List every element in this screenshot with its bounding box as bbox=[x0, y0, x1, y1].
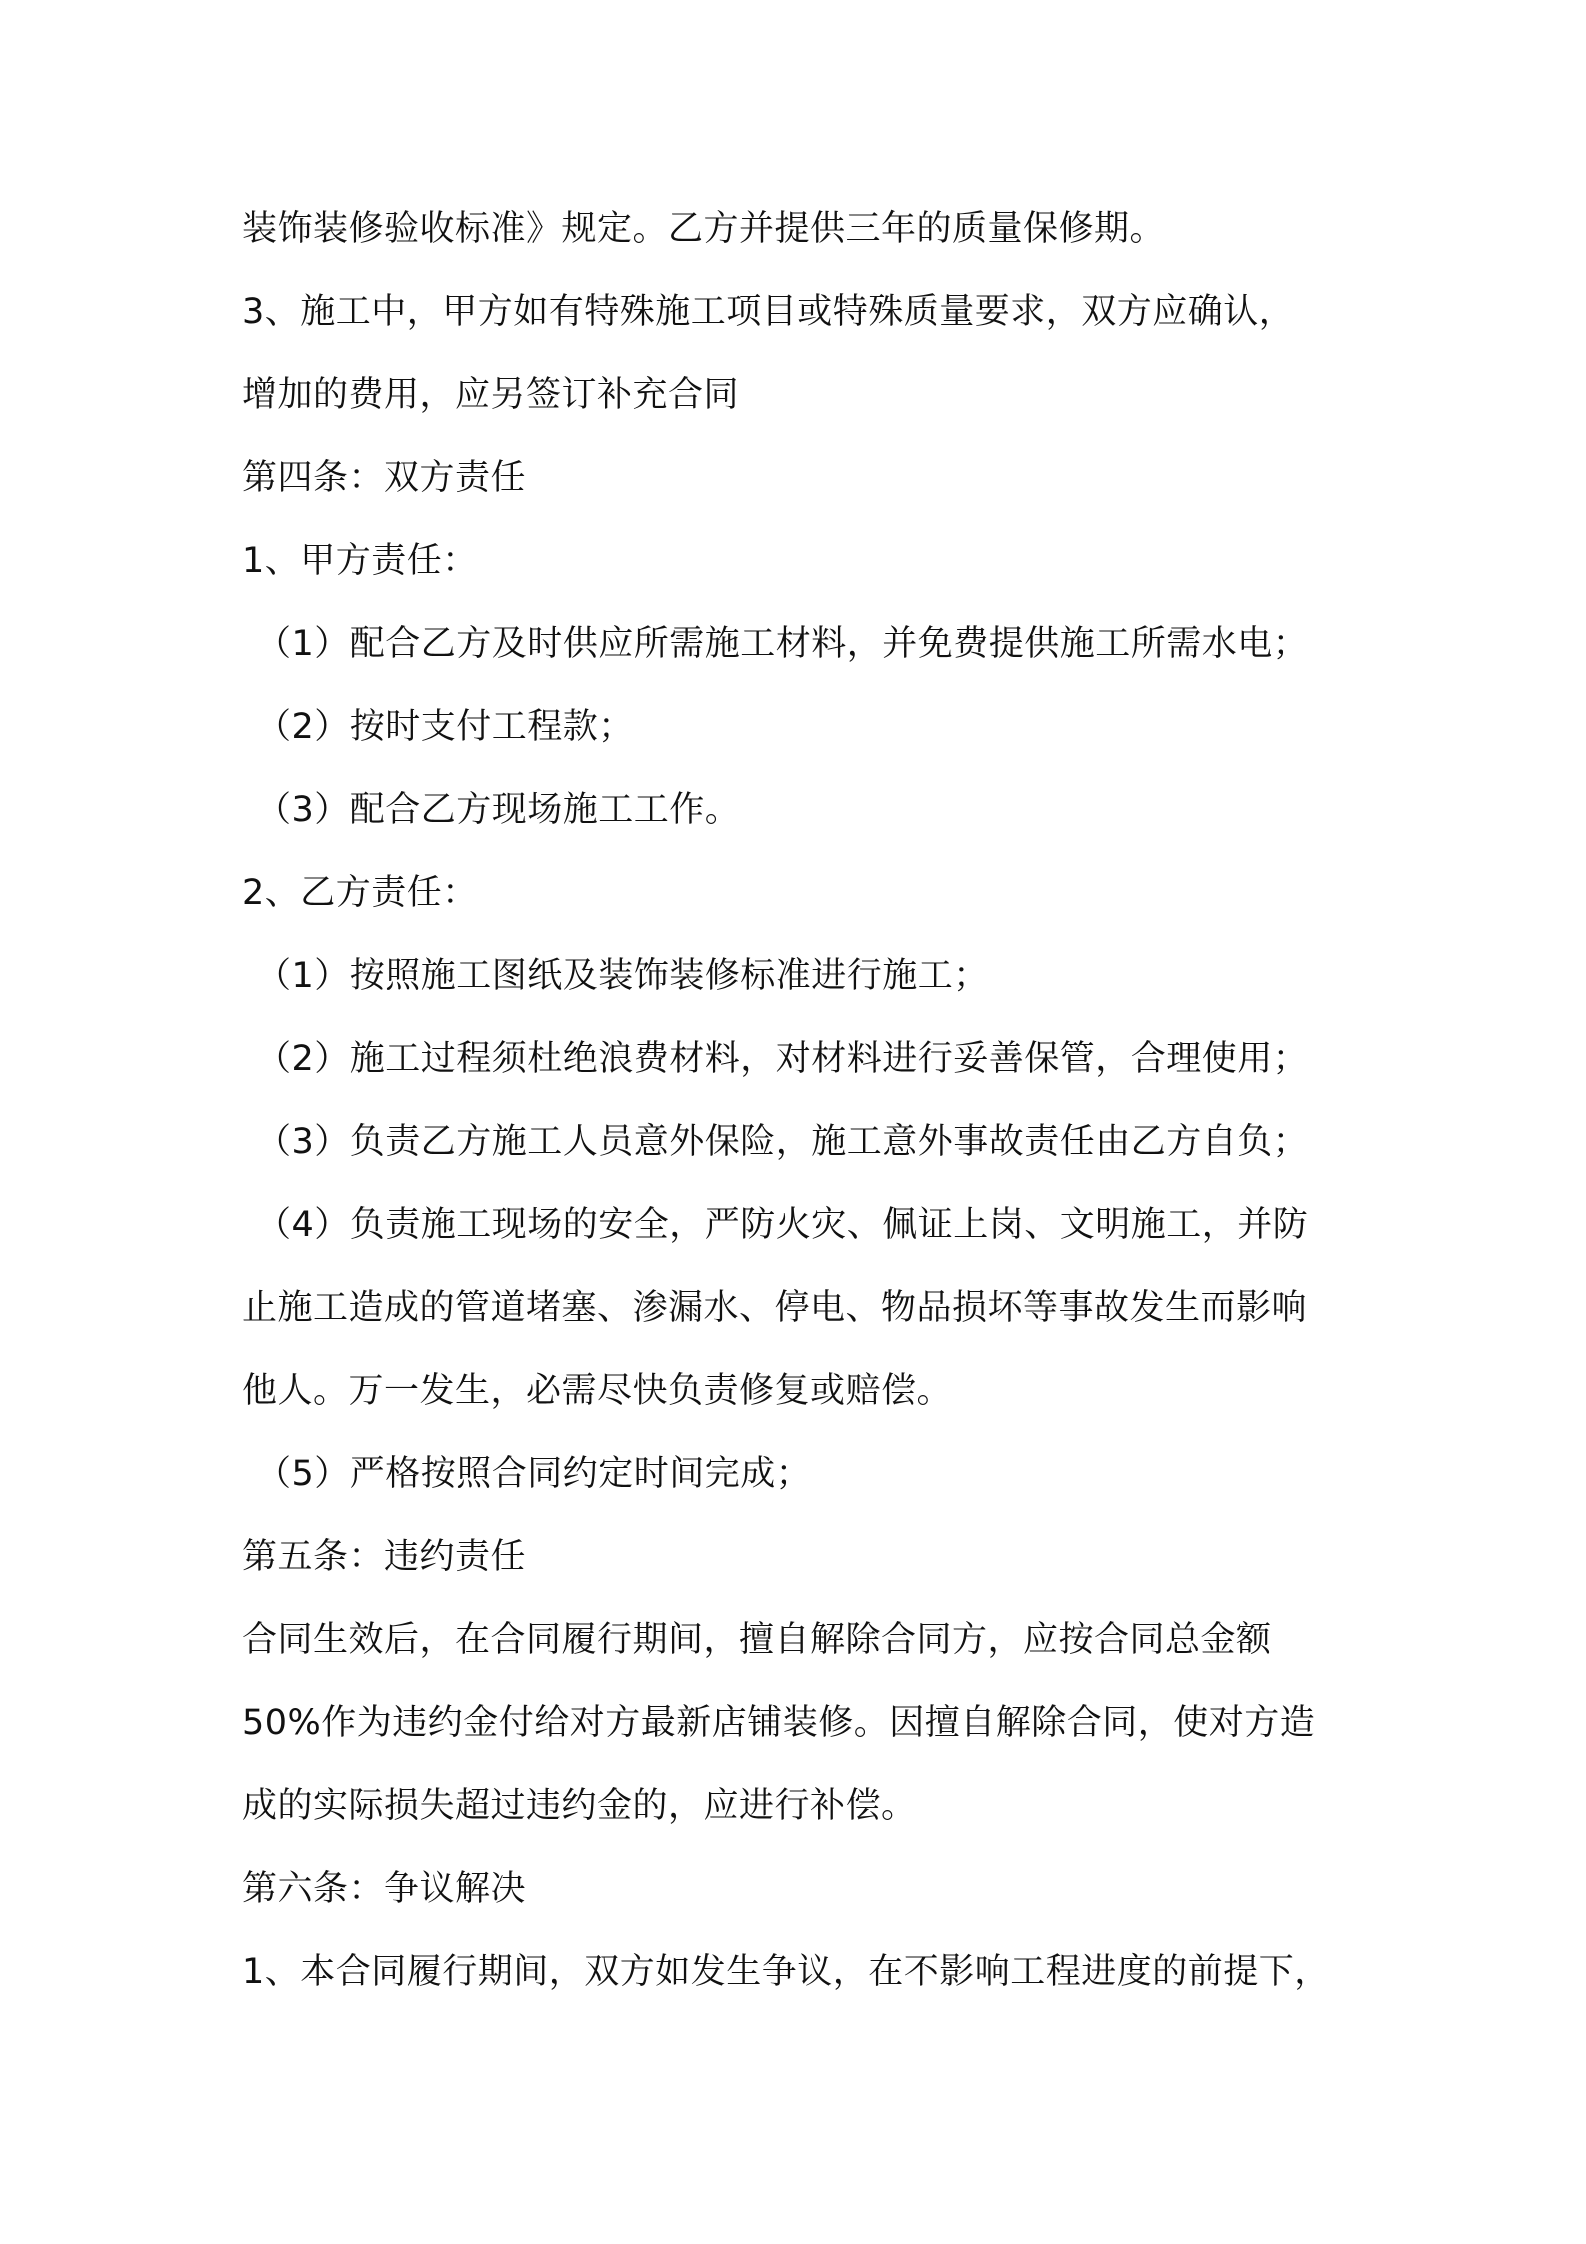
list-item: （2）按时支付工程款； bbox=[256, 707, 634, 747]
list-item: （4）负责施工现场的安全，严防火灾、佩证上岗、文明施工，并防 bbox=[256, 1205, 1309, 1245]
text-line: 3、施工中，甲方如有特殊施工项目或特殊质量要求，双方应确认， bbox=[242, 292, 1295, 332]
section-heading: 第六条：争议解决 bbox=[242, 1869, 527, 1909]
list-item: （1）按照施工图纸及装饰装修标准进行施工； bbox=[256, 956, 989, 996]
document-body bbox=[242, 198, 1382, 2024]
text-line: 50%作为违约金付给对方最新店铺装修。因擅自解除合同，使对方造 bbox=[242, 1703, 1316, 1743]
list-item: （3）配合乙方现场施工工作。 bbox=[256, 790, 741, 830]
list-item: （2）施工过程须杜绝浪费材料，对材料进行妥善保管，合理使用； bbox=[256, 1039, 1309, 1079]
text-line: 增加的费用，应另签订补充合同 bbox=[242, 375, 740, 415]
list-item: （5）严格按照合同约定时间完成； bbox=[256, 1454, 812, 1494]
text-line: 止施工造成的管道堵塞、渗漏水、停电、物品损坏等事故发生而影响 bbox=[242, 1288, 1308, 1328]
section-heading: 第四条：双方责任 bbox=[242, 458, 527, 498]
text-line: 1、甲方责任： bbox=[242, 541, 478, 581]
text-line: 合同生效后，在合同履行期间，擅自解除合同方，应按合同总金额 bbox=[242, 1620, 1272, 1660]
text-line: 2、乙方责任： bbox=[242, 873, 478, 913]
text-line: 装饰装修验收标准》规定。乙方并提供三年的质量保修期。 bbox=[242, 209, 1166, 249]
text-line: 成的实际损失超过违约金的，应进行补偿。 bbox=[242, 1786, 917, 1826]
list-item: （3）负责乙方施工人员意外保险，施工意外事故责任由乙方自负； bbox=[256, 1122, 1309, 1162]
text-line: 他人。万一发生，必需尽快负责修复或赔偿。 bbox=[242, 1371, 953, 1411]
section-heading: 第五条：违约责任 bbox=[242, 1537, 527, 1577]
list-item: （1）配合乙方及时供应所需施工材料，并免费提供施工所需水电； bbox=[256, 624, 1309, 664]
text-line: 1、本合同履行期间，双方如发生争议，在不影响工程进度的前提下， bbox=[242, 1952, 1330, 1992]
